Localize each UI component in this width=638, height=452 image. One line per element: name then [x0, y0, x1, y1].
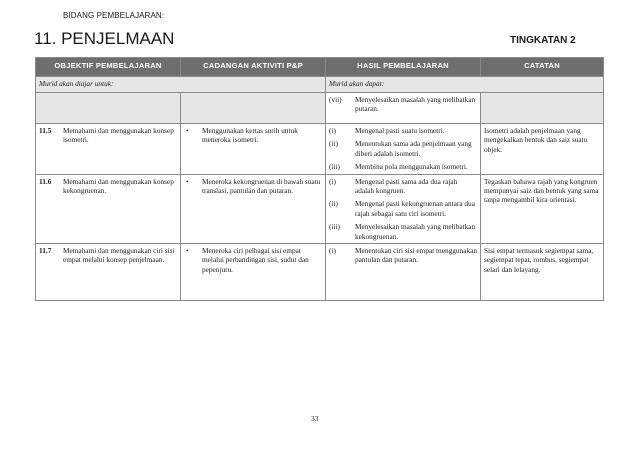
intro-row — [36, 77, 604, 93]
curriculum-table — [35, 57, 604, 301]
bullet-icon: • — [186, 126, 189, 135]
activity-cell — [181, 244, 326, 301]
outcome-cell — [326, 124, 481, 175]
outcome-cell — [326, 174, 481, 243]
outcome-text: Menentukan ciri sisi empat menggunakan pantulan dan putaran. — [355, 246, 477, 265]
page-number: 33 — [311, 414, 319, 423]
outcome-number: (vii) — [329, 95, 342, 104]
outcome-item — [329, 139, 477, 158]
subject-label: BIDANG PEMBELAJARAN: — [63, 11, 165, 20]
chapter-title: 11. PENJELMAAN — [34, 29, 175, 48]
outcome-item — [329, 162, 477, 171]
outcome-item — [329, 126, 477, 135]
table-header-row — [36, 58, 604, 77]
objective-cell — [36, 244, 181, 301]
outcome-item — [329, 199, 477, 218]
continuation-outcome-cell — [326, 93, 481, 124]
objective-cell — [36, 174, 181, 243]
notes-cell: Isometri adalah penjelmaan yang mengekalkan bentuk dan saiz suatu objek. — [481, 124, 604, 175]
outcome-item — [329, 246, 477, 265]
outcome-number: (ii) — [329, 199, 338, 209]
outcome-text: Menentukan sama ada penjelmaan yang diberi adalah isometri. — [355, 139, 472, 158]
table-row — [36, 174, 604, 243]
table-row — [36, 124, 604, 175]
outcome-number: (iii) — [329, 162, 340, 172]
activity-text: Meneroka kekongruenan di bawah suatu translasi, pantulan dan putaran. — [202, 176, 321, 196]
objective-cell — [36, 124, 181, 175]
activity-text: Meneroka ciri pelbagai sisi empat melalui perbandingan sisi, sudut dan pepenjuru. — [202, 246, 309, 274]
notes-cell: Sisi empat termasuk segiempat sama, segiempat tepat, rombus, segiempat selari dan lelayang. — [481, 244, 604, 301]
column-header-outcome: HASIL PEMBELAJARAN — [326, 58, 481, 77]
outcome-text: Menyelesaikan masalah yang melibatkan putaran. — [355, 95, 476, 114]
outcome-item — [329, 177, 477, 196]
table-row — [36, 244, 604, 301]
outcome-number: (ii) — [329, 139, 338, 149]
empty-cell — [181, 93, 326, 124]
outcome-number: (iii) — [329, 222, 340, 232]
objective-text: Memahami dan menggunakan konsep isometri. — [63, 126, 174, 145]
intro-right-cell: Murid akan dapat: — [326, 77, 604, 93]
outcome-cell — [326, 244, 481, 301]
activity-cell — [181, 124, 326, 175]
outcome-text: Mengenal pasti suatu isometri. — [355, 126, 445, 135]
outcome-text: Menyelesaikan masalah yang melibatkan kekongruenan. — [355, 222, 476, 241]
outcome-number: (i) — [329, 176, 336, 186]
objective-code: 11.5 — [39, 126, 52, 135]
objective-text: Memahami dan menggunakan ciri sisi empat melalui konsep penjelmaan. — [63, 246, 175, 265]
outcome-text: Mengenal pasti sama ada dua rajah adalah kongruen. — [355, 176, 458, 196]
continuation-row — [36, 93, 604, 124]
outcome-text: Membina pola menggunakan isometri. — [355, 162, 468, 172]
bullet-icon: • — [186, 246, 189, 256]
outcome-number: (i) — [329, 126, 336, 135]
outcome-item — [329, 222, 477, 241]
column-header-objective: OBJEKTIF PEMBELAJARAN — [36, 58, 181, 77]
bullet-icon: • — [186, 176, 189, 186]
outcome-item — [329, 95, 477, 114]
empty-cell — [36, 93, 181, 124]
objective-code: 11.7 — [39, 246, 52, 256]
activity-text: Menggunakan kertas surih untuk meneroka isometri. — [202, 126, 298, 145]
objective-text: Memahami dan menggunakan konsep kekongruenan. — [63, 176, 174, 196]
notes-cell: Tegaskan bahawa rajah yang kongruen mempunyai saiz dan bentuk yang sama tanpa mengambil kira orientasi. — [481, 174, 604, 243]
objective-code: 11.6 — [39, 176, 52, 186]
outcome-text: Mengenal pasti kekongruenan antara dua rajah sebagai satu ciri isometri. — [355, 199, 475, 218]
empty-cell — [481, 93, 604, 124]
grade-label: TINGKATAN 2 — [510, 35, 576, 46]
outcome-number: (i) — [329, 246, 336, 256]
intro-left-cell: Murid akan diajar untuk: — [36, 77, 326, 93]
column-header-notes: CATATAN — [481, 58, 604, 77]
column-header-activity: CADANGAN AKTIVITI P&P — [181, 58, 326, 77]
activity-cell — [181, 174, 326, 243]
